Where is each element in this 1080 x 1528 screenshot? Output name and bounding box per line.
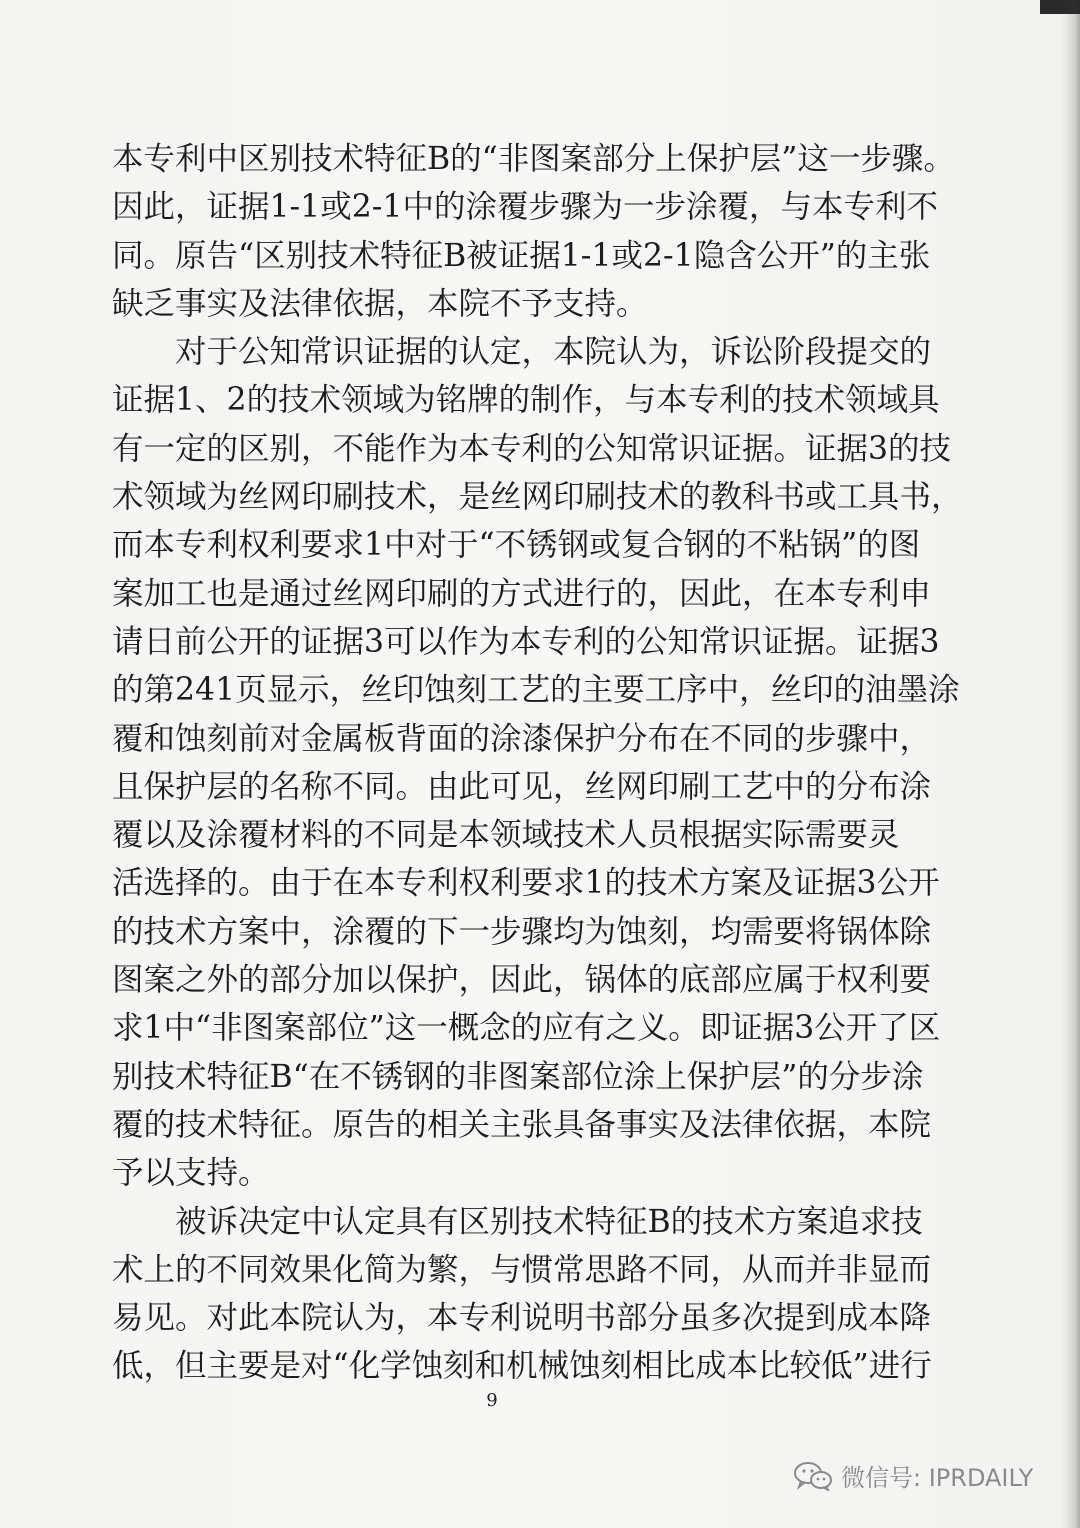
text-line: 覆和蚀刻前对金属板背面的涂漆保护分布在不同的步骤中， (112, 720, 932, 757)
text-line: 的第241页显示，丝印蚀刻工艺的主要工序中，丝印的油墨涂 (112, 672, 960, 709)
text-line: 易见。对此本院认为，本专利说明书部分虽多次提到成本降 (112, 1300, 932, 1337)
document-body (112, 135, 963, 1391)
wechat-icon (793, 1461, 833, 1491)
text-line: 予以支持。 (112, 1155, 270, 1192)
wechat-watermark (793, 1458, 1033, 1493)
text-line: 活选择的。由于在本专利权利要求1的技术方案及证据3公开 (112, 865, 940, 902)
text-line: 的技术方案中，涂覆的下一步骤均为蚀刻，均需要将锅体除 (112, 913, 932, 950)
watermark-text: 微信号: IPRDAILY (841, 1464, 1034, 1492)
text-line: 案加工也是通过丝网印刷的方式进行的，因此，在本专利申 (112, 575, 932, 612)
text-line: 且保护层的名称不同。由此可见，丝网印刷工艺中的分布涂 (112, 768, 932, 805)
text-line: 求1中“非图案部位”这一概念的应有之义。即证据3公开了区 (112, 1010, 941, 1047)
text-line: 术上的不同效果化简为繁，与惯常思路不同，从而并非显而 (112, 1251, 932, 1288)
text-line: 因此，证据1-1或2-1中的涂覆步骤为一步涂覆，与本专利不 (112, 189, 938, 226)
text-line: 缺乏事实及法律依据，本院不予支持。 (112, 285, 648, 322)
text-line: 有一定的区别，不能作为本专利的公知常识证据。证据3的技 (112, 430, 952, 467)
text-line: 同。原告“区别技术特征B被证据1-1或2-1隐含公开”的主张 (112, 237, 931, 274)
text-line: 低，但主要是对“化学蚀刻和机械蚀刻相比成本比较低”进行 (112, 1348, 932, 1385)
text-line: 对于公知常识证据的认定，本院认为，诉讼阶段提交的 (112, 334, 932, 371)
text-line: 请日前公开的证据3可以作为本专利的公知常识证据。证据3 (112, 623, 940, 660)
text-line: 而本专利权利要求1中对于“不锈钢或复合钢的不粘锅”的图 (112, 527, 921, 564)
text-line: 图案之外的部分加以保护，因此，锅体的底部应属于权利要 (112, 962, 932, 999)
page-number: 9 (486, 1390, 498, 1411)
scan-edge-shadow (1062, 0, 1080, 1528)
text-line: 本专利中区别技术特征B的“非图案部分上保护层”这一步骤。 (112, 141, 955, 177)
text-line: 覆的技术特征。原告的相关主张具备事实及法律依据，本院 (112, 1106, 932, 1143)
text-line: 证据1、2的技术领域为铭牌的制作，与本专利的技术领域具 (112, 382, 940, 419)
text-line: 被诉决定中认定具有区别技术特征B的技术方案追求技 (112, 1203, 923, 1240)
text-line: 术领域为丝网印刷技术，是丝网印刷技术的教科书或工具书， (112, 479, 963, 516)
text-line: 覆以及涂覆材料的不同是本领域技术人员根据实际需要灵 (112, 817, 900, 854)
text-line: 别技术特征B“在不锈钢的非图案部位涂上保护层”的分步涂 (112, 1058, 924, 1095)
